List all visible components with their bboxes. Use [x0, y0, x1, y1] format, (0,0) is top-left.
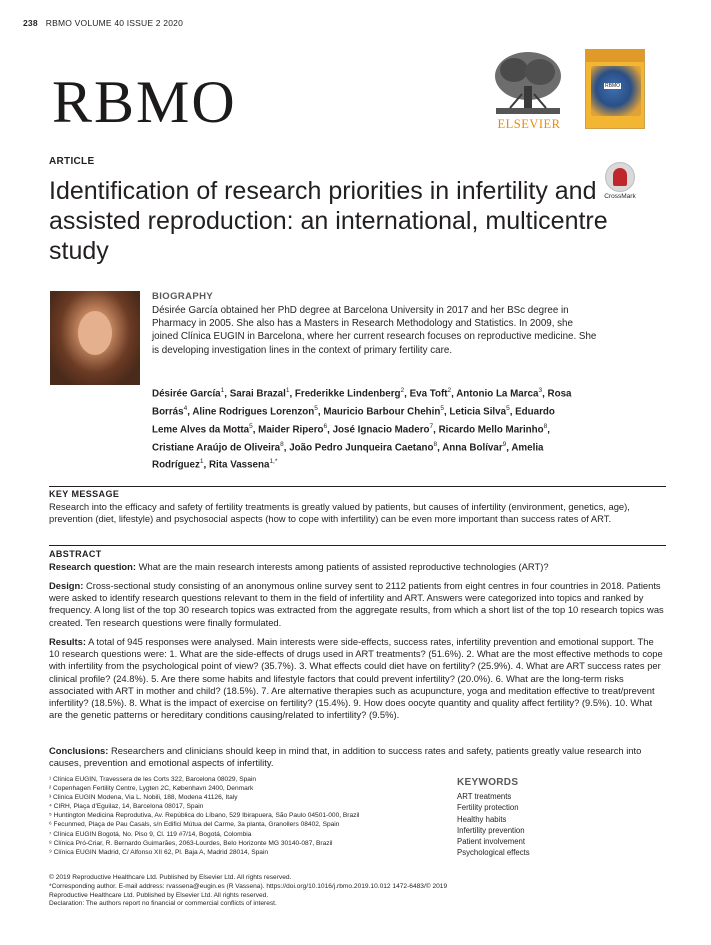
author-affiliation-marker: 1 [285, 387, 290, 394]
publisher-name: ELSEVIER [497, 117, 561, 131]
elsevier-tree-logo-icon [492, 50, 564, 116]
author-name: Maider Ripero [258, 423, 324, 435]
abstract-heading: ABSTRACT [49, 549, 102, 559]
article-type: ARTICLE [49, 156, 95, 167]
keyword-item[interactable]: ART treatments [457, 792, 512, 801]
author-name: Rosa Borrás [152, 388, 572, 418]
affiliation-item: ⁵ Huntington Medicina Reprodutiva, Av. República do Líbano, 529 Ibirapuera, São Paulo 04501-000, Brazil [49, 812, 360, 820]
abstract-label: Conclusions: [49, 745, 109, 756]
author-name: Amelia Rodríguez [152, 441, 544, 471]
author-affiliation-marker: 9 [502, 440, 507, 448]
affiliation-item: ⁸ Clínica Pró-Criar, R. Bernardo Guimarães, 2063-Lourdes, Belo Horizonte MG 30140-087, Brazil [49, 839, 333, 847]
author-affiliation-marker: 3 [538, 387, 543, 394]
abstract-text: A total of 945 responses were analysed. Main interests were side-effects, success rates, infertility prevention and emotional support. The 10 research questions were: 1. What are the side-effects of drugs used in ART treatments? (51.6%). 2. What are the most effective methods to cope with infertility from the psychological point of view? (35.7%). 3. What effects could diet have on fertility? (25.9%). 4. What are ART success rates per clinical profile? (24.8%). 5. Are there some habits and lifestyle factors that could prevent infertility? (20.0%). 6. What are the long-term risks associated with ART in mother and child? (18.5%). 7. Are alternative therapies such as acupuncture, yoga and meditation effective to treat/prevent infertility? (18.5%). 8. What is the impact of exercise on fertility? (15.4%). 9. How does oocyte quantity and quality affect fertility? (9.5%). 10. What are the genetic patterns or hereditary conditions causing/related to infertility? (9.5%). [49, 636, 663, 721]
divider [49, 486, 666, 487]
keyword-item[interactable]: Infertility prevention [457, 825, 525, 835]
keyword-item[interactable]: Patient involvement [457, 837, 526, 847]
journal-issue: RBMO VOLUME 40 ISSUE 2 2020 [45, 18, 184, 28]
page-number: 238 [23, 18, 38, 28]
author-affiliation-marker: 8 [280, 440, 284, 448]
journal-cover-thumbnail[interactable] [585, 49, 645, 129]
abstract-text: Cross-sectional study consisting of an anonymous online survey sent to 2112 patients from eight centres in four countries in 2018. Patients were asked to identify research questions relevant to them in the field of infertility and ART. Answers were categorized into topics and ranked by frequency. A long list of the top 30 research topics was extracted from the aggregate results, from which a short list of the top 10 research topics was created. Ten research questions were finally formulated. [49, 580, 664, 628]
abstract-text: Researchers and clinicians should keep in mind that, in addition to success rates and safety, patients greatly value research into causes, prevention and emotional aspects of infertility. [49, 745, 642, 769]
author-name: Anna Bolívar [442, 441, 503, 453]
declaration-line: Declaration: The authors report no financial or commercial conflicts of interest. [49, 900, 277, 908]
author-photo [50, 291, 140, 385]
key-message-text: Research into the efficacy and safety of fertility treatments is greatly valued by patients, but causes of infertility (environment, genetics, age), prevention (diet, lifestyle) and psychosocial aspects (how to cope with infertility) can be even more important than success rates of ART. [49, 501, 630, 525]
author-name: Eduardo Leme Alves da Motta [152, 406, 555, 435]
journal-logo: RBMO [52, 69, 237, 135]
corresponding-author-line[interactable]: *Corresponding author. E-mail address: rvassena@eugin.es (R Vassena). https://doi.org/10.1016/j.rbmo.2019.10.012 1472-6483/© 2019 Reproductive Healthcare Ltd. Published by Elsevier Ltd. All rights reserved. [49, 882, 448, 899]
author-name: José Ignacio Madero [332, 423, 430, 435]
author-affiliation-marker: 5 [440, 404, 444, 412]
biography-heading: BIOGRAPHY [152, 291, 214, 302]
author-affiliation-marker: 6 [323, 422, 328, 430]
keyword-item[interactable]: Psychological effects [457, 848, 530, 858]
affiliation-item: ³ Clinica EUGIN Modena, Via L. Nobili, 188, Modena 41126, Italy [49, 794, 238, 802]
keywords-heading: KEYWORDS [457, 777, 519, 788]
author-affiliation-marker: 5 [249, 422, 253, 430]
keyword-item[interactable]: Healthy habits [457, 814, 507, 824]
author-affiliation-marker: 8 [543, 422, 548, 430]
author-list: Désirée García$^1$, Sarai Brazal$^1$, Frederikke Lindenberg$^2$, Eva Toft$^2$, Antonio La Marca$^3$, Rosa Borrás$^4$, Aline Rodrigues Lorenzon$^5$, Mauricio Barbour Chehin$^5$, Leticia Silva$^5$, Eduardo Leme Alves da Motta$^5$, Maider Ripero$^6$, José Ignacio Madero$^7$, Ricardo Mello Marinho$^8$, Cristiane Araújo de Oliveira$^8$, João Pedro Junqueira Caetano$^8$, Anna Bolívar$^9$, Amelia Rodríguez$^1$, Rita Vassena$^{1,*}$ [152, 387, 572, 471]
abstract-research-question [49, 561, 665, 573]
author-name: Sarai Brazal [229, 388, 286, 400]
footer-notes [49, 874, 479, 909]
copyright-line: © 2019 Reproductive Healthcare Ltd. Published by Elsevier Ltd. All rights reserved. [49, 874, 292, 881]
crossmark-icon[interactable] [605, 162, 635, 192]
affiliation-item: ⁹ Clínica EUGIN Madrid, C/ Alfonso XII 62, Pl. Baja A, Madrid 28014, Spain [49, 848, 269, 856]
author-affiliation-marker: 5 [506, 404, 510, 412]
affiliation-item: ⁴ CIRH, Plaça d'Eguilaz, 14, Barcelona 08017, Spain [49, 803, 204, 811]
abstract-label: Design: [49, 580, 84, 591]
author-name: Frederikke Lindenberg [294, 388, 401, 400]
affiliation-list [49, 775, 449, 857]
author-name: João Pedro Junqueira Caetano [289, 441, 434, 453]
cover-label: RBMO [605, 83, 620, 89]
author-affiliation-marker: 4 [183, 404, 188, 412]
key-message-heading: KEY MESSAGE [49, 489, 120, 499]
author-affiliation-marker: 2 [400, 387, 405, 394]
author-name: Cristiane Araújo de Oliveira [152, 441, 281, 453]
abstract-text: What are the main research interests among patients of assisted reproductive technologies (ART)? [138, 561, 549, 572]
keyword-list [457, 791, 530, 859]
author-name: Rita Vassena [208, 459, 270, 471]
author-name: Leticia Silva [449, 406, 507, 418]
abstract-design [49, 580, 665, 629]
author-name: Eva Toft [409, 388, 448, 400]
author-name: Antonio La Marca [456, 388, 539, 400]
author-affiliation-marker: 8 [433, 440, 438, 448]
author-affiliation-marker: 2 [447, 387, 452, 394]
abstract-label: Research question: [49, 561, 137, 572]
affiliation-item: ⁷ Clínica EUGIN Bogotá, No. Piso 9, Cl. 119 #7/14, Bogotá, Colombia [49, 830, 252, 838]
running-head [23, 18, 183, 28]
abstract-conclusions [49, 745, 665, 769]
article-title: Identification of research priorities in infertility and assisted reproduction: an international, multicentre study [49, 177, 608, 265]
author-affiliation-marker: 1,* [269, 458, 278, 466]
author-affiliation-marker: 7 [429, 422, 434, 430]
affiliation-item: ² Copenhagen Fertility Centre, Lygten 2C, København 2400, Denmark [49, 785, 254, 793]
keyword-item[interactable]: Fertility protection [457, 803, 519, 813]
author-affiliation-marker: 1 [220, 387, 225, 394]
affiliation-item: ⁶ Fecunmed, Plaça de Pau Casals, s/n Edifici Mútua del Carme, 3a planta, Granollers 08402, Spain [49, 821, 340, 829]
author-affiliation-marker: 1 [199, 458, 204, 466]
biography-text: Désirée García obtained her PhD degree at Barcelona University in 2017 and her BSc degree in Pharmacy in 2005. She also has a Masters in Research Methodology and Statistics. In 2009, she joined Clínica EUGIN in Barcelona, where her current research focuses on reproductive medicine. She is developing investigation lines in the context of primary fertility care. [152, 305, 597, 356]
author-name: Mauricio Barbour Chehin [323, 406, 441, 418]
author-name: Aline Rodrigues Lorenzon [192, 406, 315, 418]
abstract-label: Results: [49, 636, 86, 647]
author-affiliation-marker: 5 [314, 404, 318, 412]
divider [49, 545, 666, 546]
abstract-results [49, 636, 665, 721]
crossmark-label: CrossMark [604, 193, 636, 200]
affiliation-item: ¹ Clínica EUGIN, Travessera de les Corts 322, Barcelona 08029, Spain [49, 776, 257, 783]
author-name: Ricardo Mello Marinho [438, 423, 544, 435]
author-name: Désirée García [152, 388, 221, 400]
